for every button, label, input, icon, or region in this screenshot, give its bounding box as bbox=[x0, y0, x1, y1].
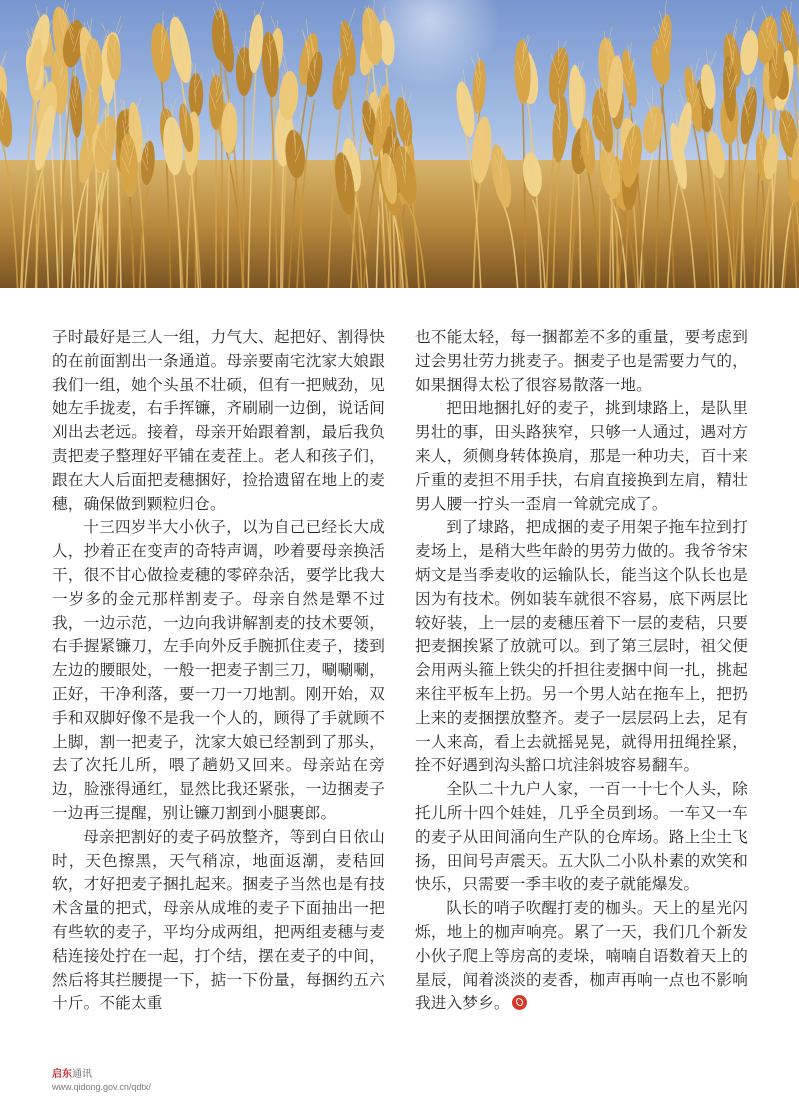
paragraph: 把田地捆扎好的麦子，挑到埭路上，是队里男壮的事，田头路狭窄，只够一人通过，遇对方来人，须侧身转体换肩，那是一种功夫，百十来斤重的麦担不用手扶，右肩直接换到左肩，精壮男人腰一拧头一歪肩一耸就完成了。 bbox=[415, 399, 748, 513]
article-column-left bbox=[52, 326, 385, 1016]
paragraph-continuation: 子时最好是三人一组，力气大、起把好、割得快的在前面割出一条通道。母亲要南宅沈家大娘跟我们一组，她个头虽不壮硕，但有一把贼劲，见她左手拢麦，右手挥镰，齐刷刷一边倒，说话间刈出去老远。接着，母亲开始跟着割，最后我负责把麦子整理好平铺在麦茬上。老人和孩子们，跟在大人后面把麦穗捆好，捡拾遗留在地上的麦穗，确保做到颗粒归仓。 bbox=[52, 328, 385, 513]
website-url: www.qidong.gov.cn/qdtx/ bbox=[52, 1082, 151, 1092]
author-seal-icon bbox=[512, 995, 527, 1010]
wheat-field-photo bbox=[0, 0, 799, 288]
paragraph: 队长的哨子吹醒打麦的枷头。天上的星光闪烁，地上的枷声响亮。累了一天，我们几个新发小伙子爬上等房高的麦垛，喃喃自语数着天上的星辰，闻着淡淡的麦香，枷声再响一点也不影响我进入梦乡。 bbox=[415, 899, 748, 1013]
wheat-illustration bbox=[0, 0, 799, 288]
paragraph: 母亲把割好的麦子码放整齐，等到白日依山时，天色擦黑，天气稍凉，地面返潮，麦秸回软，才好把麦子捆扎起来。捆麦子当然也是有技术含量的把式，母亲从成堆的麦子下面抽出一把有些软的麦子，平均分成两组，把两组麦穗与麦秸连接处拧在一起，打个结，摆在麦子的中间，然后将其拦腰提一下，掂一下份量，每捆约五六十斤。不能太重 bbox=[52, 827, 385, 1013]
publication-brand bbox=[52, 1069, 151, 1081]
paragraph: 到了埭路，把成捆的麦子用架子拖车拉到打麦场上，是稍大些年龄的男劳力做的。我爷爷宋炳文是当季麦收的运输队长，能当这个队长也是因为有技术。例如装车就很不容易，底下两层比较好装，上一层的麦穗压着下一层的麦秸，只要把麦捆挨紧了放就可以。到了第三层时，祖父便会用两头箍上铁尖的扦担往麦捆中间一扎，挑起来往平板车上扔。另一个男人站在拖车上，把扔上来的麦捆摆放整齐。麦子一层层码上去，足有一人来高，看上去就摇晃晃，就得用扭绳拴紧，拴不好遇到沟头豁口坑洼斜坡容易翻车。 bbox=[415, 518, 748, 775]
brand-name: 启东 bbox=[52, 1069, 72, 1080]
brand-subtitle: 通讯 bbox=[72, 1069, 92, 1080]
page-footer bbox=[52, 1069, 151, 1093]
paragraph: 全队二十九户人家，一百一十七个人头，除托儿所十四个娃娃，几乎全员到场。一车又一车的麦子从田间涌向生产队的仓库场。路上尘土飞扬，田间号声震天。五大队二小队朴素的欢笑和快乐，只需要一季丰收的麦子就能爆发。 bbox=[415, 780, 748, 894]
article-column-right bbox=[415, 326, 748, 1016]
paragraph-continuation: 也不能太轻，每一捆都差不多的重量，要考虑到过会男壮劳力挑麦子。捆麦子也是需要力气的，如果捆得太松了很容易散落一地。 bbox=[415, 328, 748, 394]
paragraph: 十三四岁半大小伙子，以为自己已经长大成人，抄着正在变声的奇特声调，吵着要母亲换活干，很不甘心做捡麦穗的零碎杂活，要学比我大一岁多的金元那样割麦子。母亲自然是犟不过我，一边示范，一边向我讲解割麦的技术要领，右手握紧镰刀，左手向外反手腕抓住麦子，搂到左边的腰眼处，一般一把麦子割三刀，唰唰唰，正好，干净利落，要一刀一刀地割。刚开始，双手和双脚好像不是我一个人的，顾得了手就顾不上脚，割一把麦子，沈家大娘已经割到了那头，去了次托儿所，喂了趟奶又回来。母亲站在旁边，脸涨得通红，显然比我还紧张，一边捆麦子一边再三提醒，别让镰刀割到小腿裹郎。 bbox=[52, 518, 385, 822]
